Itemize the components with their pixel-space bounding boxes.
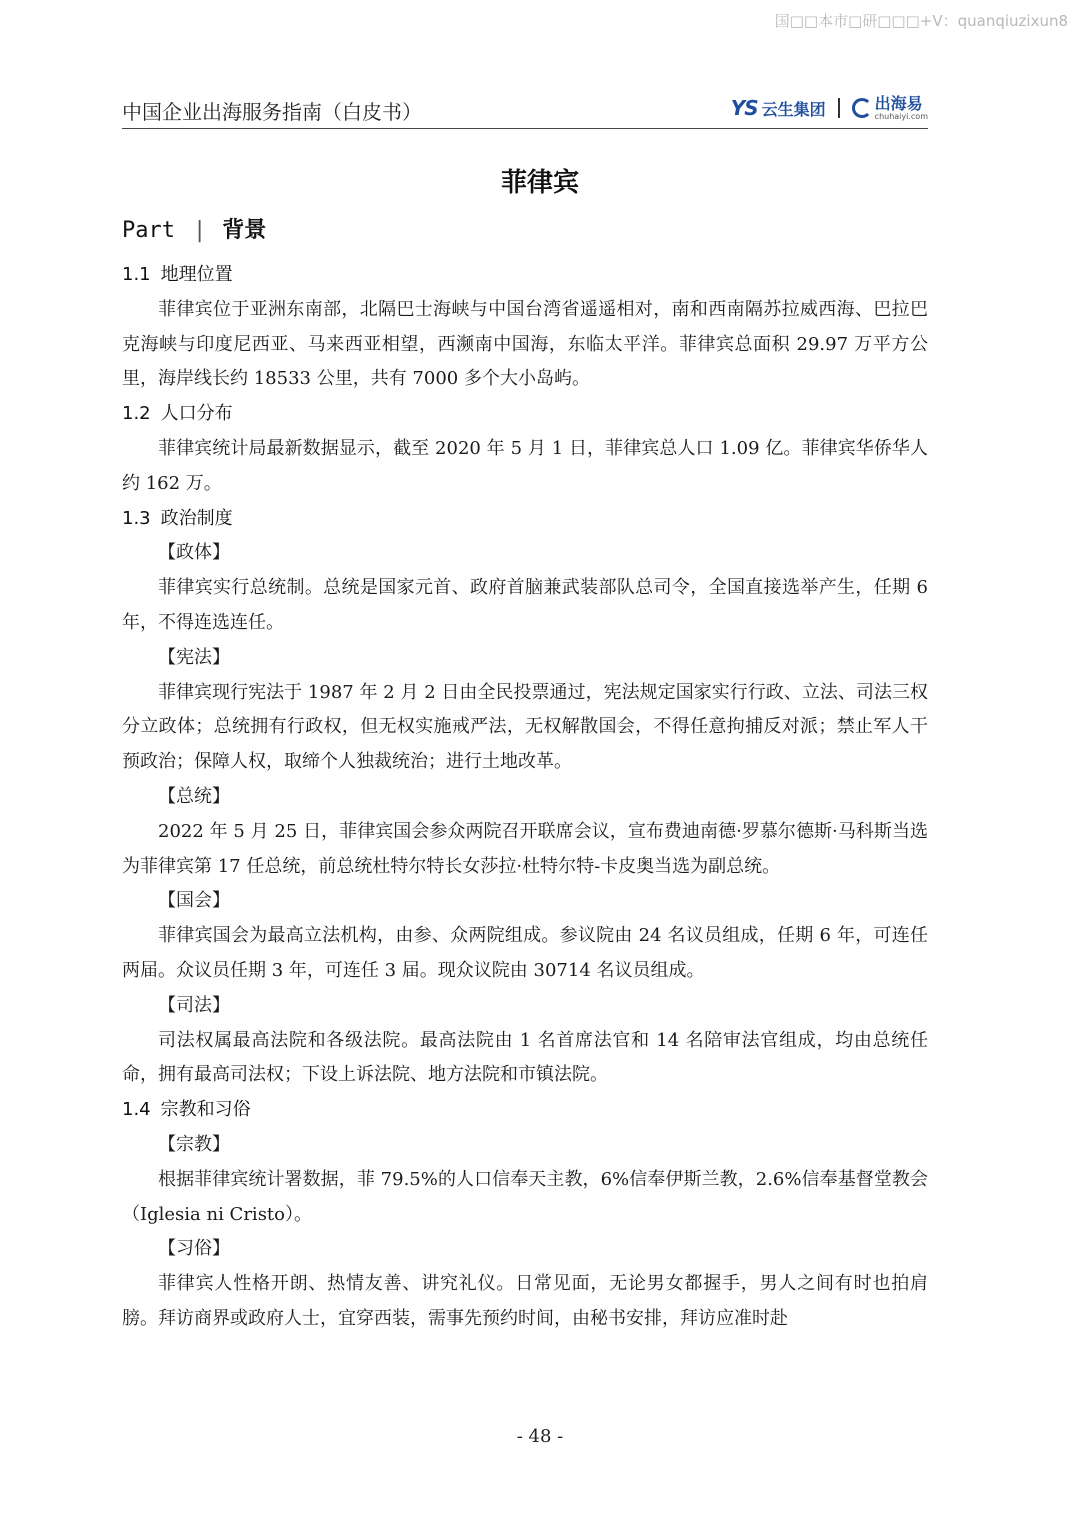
section-heading [122,258,928,293]
page-header [122,94,928,126]
part-heading [122,212,928,250]
paragraph: 根据菲律宾统计署数据，菲 79.5%的人口信奉天主教，6%信奉伊斯兰教，2.6%信奉基督堂教会（Iglesia ni Cristo）。 [122,1168,928,1225]
section-number: 1.4 [122,1099,151,1121]
ys-logo-icon: YS [730,96,758,120]
section-title: 地理位置 [160,264,233,285]
header-title: 中国企业出海服务指南（白皮书） [122,100,422,124]
section-title: 政治制度 [160,507,233,529]
paragraph: 司法权属最高法院和各级法院。最高法院由 1 名首席法官和 14 名陪审法官组成，均由总统任命，拥有最高司法权；下设上诉法院、地方法院和市镇法院。 [122,1029,928,1086]
section-heading [122,397,928,432]
watermark-text: 国□□本市□研□□□+V：quanqiuzixun8 [774,12,1068,30]
sections-container [122,258,928,1337]
subsection-label: 【习俗】 [158,1238,230,1260]
paragraph: 菲律宾位于亚洲东南部，北隔巴士海峡与中国台湾省遥遥相对，南和西南隔苏拉威西海、巴拉巴克海峡与印度尼西亚、马来西亚相望，西濒南中国海，东临太平洋。菲律宾总面积 29.97 万平方公里，海岸线长约 18533 公里，共有 7000 多个大小岛屿。 [122,298,928,390]
paragraph: 2022 年 5 月 25 日，菲律宾国会参众两院召开联席会议，宣布费迪南德·罗慕尔德斯·马科斯当选为菲律宾第 17 任总统，前总统杜特尔特长女莎拉·杜特尔特-卡皮奥当选为副总统。 [122,820,928,877]
part-separator: | [192,218,207,243]
logo-divider [838,98,840,118]
subsection-label: 【总统】 [158,785,230,807]
part-label: Part [122,218,175,243]
subsection-label: 【宪法】 [158,646,230,668]
page-number: - 48 - [516,1426,564,1447]
paragraph: 菲律宾人性格开朗、热情友善、讲究礼仪。日常见面，无论男女都握手，男人之间有时也拍肩膀。拜访商界或政府人士，宜穿西装，需事先预约时间，由秘书安排，拜访应准时赴 [122,1273,928,1329]
paragraph: 菲律宾实行总统制。总统是国家元首、政府首脑兼武装部队总司令，全国直接选举产生，任期 6 年，不得连选连任。 [122,577,928,633]
section-number: 1.3 [122,507,151,529]
subsection-label: 【国会】 [158,890,230,912]
section-title: 宗教和习俗 [160,1099,251,1121]
section-heading [122,1093,928,1128]
header-logos [731,94,928,122]
ys-logo-name: 云生集团 [761,99,826,119]
chuhaiyi-logo [874,93,928,121]
section-heading [122,502,928,537]
subsection-label: 【宗教】 [158,1133,230,1155]
document-title: 菲律宾 [500,168,579,198]
part-title: 背景 [222,218,267,243]
paragraph: 菲律宾现行宪法于 1987 年 2 月 2 日由全民投票通过，宪法规定国家实行行政、立法、司法三权分立政体；总统拥有行政权，但无权实施戒严法，无权解散国会，不得任意拘捕反对派；禁止军人干预政治；保障人权，取缔个人独裁统治；进行土地改革。 [122,681,928,773]
header-rule [122,128,928,129]
subsection-label: 【政体】 [158,542,230,564]
chuhaiyi-logo-domain: chuhaiyi.com [874,111,928,121]
document-body [122,212,928,1337]
paragraph: 菲律宾国会为最高立法机构，由参、众两院组成。参议院由 24 名议员组成，任期 6 年，可连任两届。众议员任期 3 年，可连任 3 届。现众议院由 30714 名议员组成。 [122,925,928,981]
section-number: 1.2 [122,403,151,425]
paragraph: 菲律宾统计局最新数据显示，截至 2020 年 5 月 1 日，菲律宾总人口 1.09 亿。菲律宾华侨华人约 162 万。 [122,437,928,494]
subsection-label: 【司法】 [158,994,230,1016]
section-number: 1.1 [122,264,151,285]
chuhaiyi-logo-name: 出海易 [874,93,923,113]
chuhaiyi-logo-icon [852,98,872,118]
section-title: 人口分布 [160,403,233,425]
